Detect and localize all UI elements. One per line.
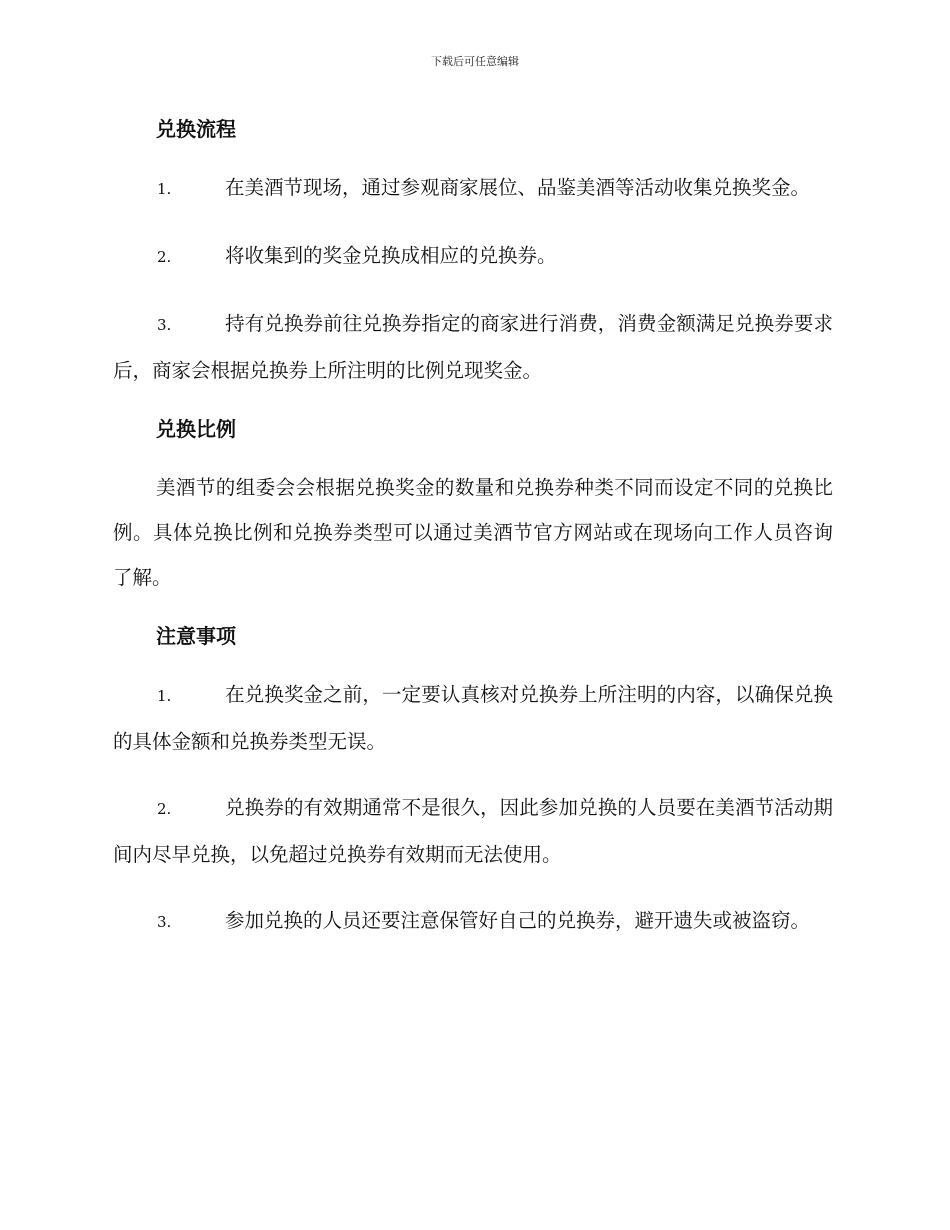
list-item xyxy=(113,165,833,212)
list-item-text: 持有兑换券前往兑换券指定的商家进行消费，消费金额满足兑换券要求后，商家会根据兑换券上所注明的比例兑现奖金。 xyxy=(113,312,833,382)
list-number: 2. xyxy=(157,248,172,266)
list-item xyxy=(113,233,833,280)
list-item xyxy=(113,672,833,764)
section-heading-notes: 注意事项 xyxy=(156,624,236,648)
section-heading-exchange-process: 兑换流程 xyxy=(156,117,236,141)
paragraph-exchange-ratio: 美酒节的组委会会根据兑换奖金的数量和兑换券种类不同而设定不同的兑换比例。具体兑换比例和兑换券类型可以通过美酒节官方网站或在现场向工作人员咨询了解。 xyxy=(113,476,833,589)
list-number: 1. xyxy=(157,180,172,198)
list-number: 1. xyxy=(157,687,172,705)
list-item xyxy=(113,898,833,945)
list-number: 3. xyxy=(157,913,172,931)
list-item xyxy=(113,301,833,393)
list-item-text: 将收集到的奖金兑换成相应的兑换券。 xyxy=(225,244,557,267)
section-heading-exchange-ratio: 兑换比例 xyxy=(156,417,236,441)
document-body xyxy=(113,114,833,966)
list-item-text: 在兑换奖金之前，一定要认真核对兑换券上所注明的内容，以确保兑换的具体金额和兑换券类型无误。 xyxy=(113,683,833,753)
list-item xyxy=(113,785,833,877)
list-item-text: 参加兑换的人员还要注意保管好自己的兑换券，避开遗失或被盗窃。 xyxy=(225,909,811,932)
page-header-note: 下载后可任意编辑 xyxy=(431,55,519,68)
list-number: 3. xyxy=(157,316,172,334)
list-number: 2. xyxy=(157,800,172,818)
list-item-text: 兑换券的有效期通常不是很久，因此参加兑换的人员要在美酒节活动期间内尽早兑换，以免超过兑换券有效期而无法使用。 xyxy=(113,796,833,866)
list-item-text: 在美酒节现场，通过参观商家展位、品鉴美酒等活动收集兑换奖金。 xyxy=(225,176,811,199)
